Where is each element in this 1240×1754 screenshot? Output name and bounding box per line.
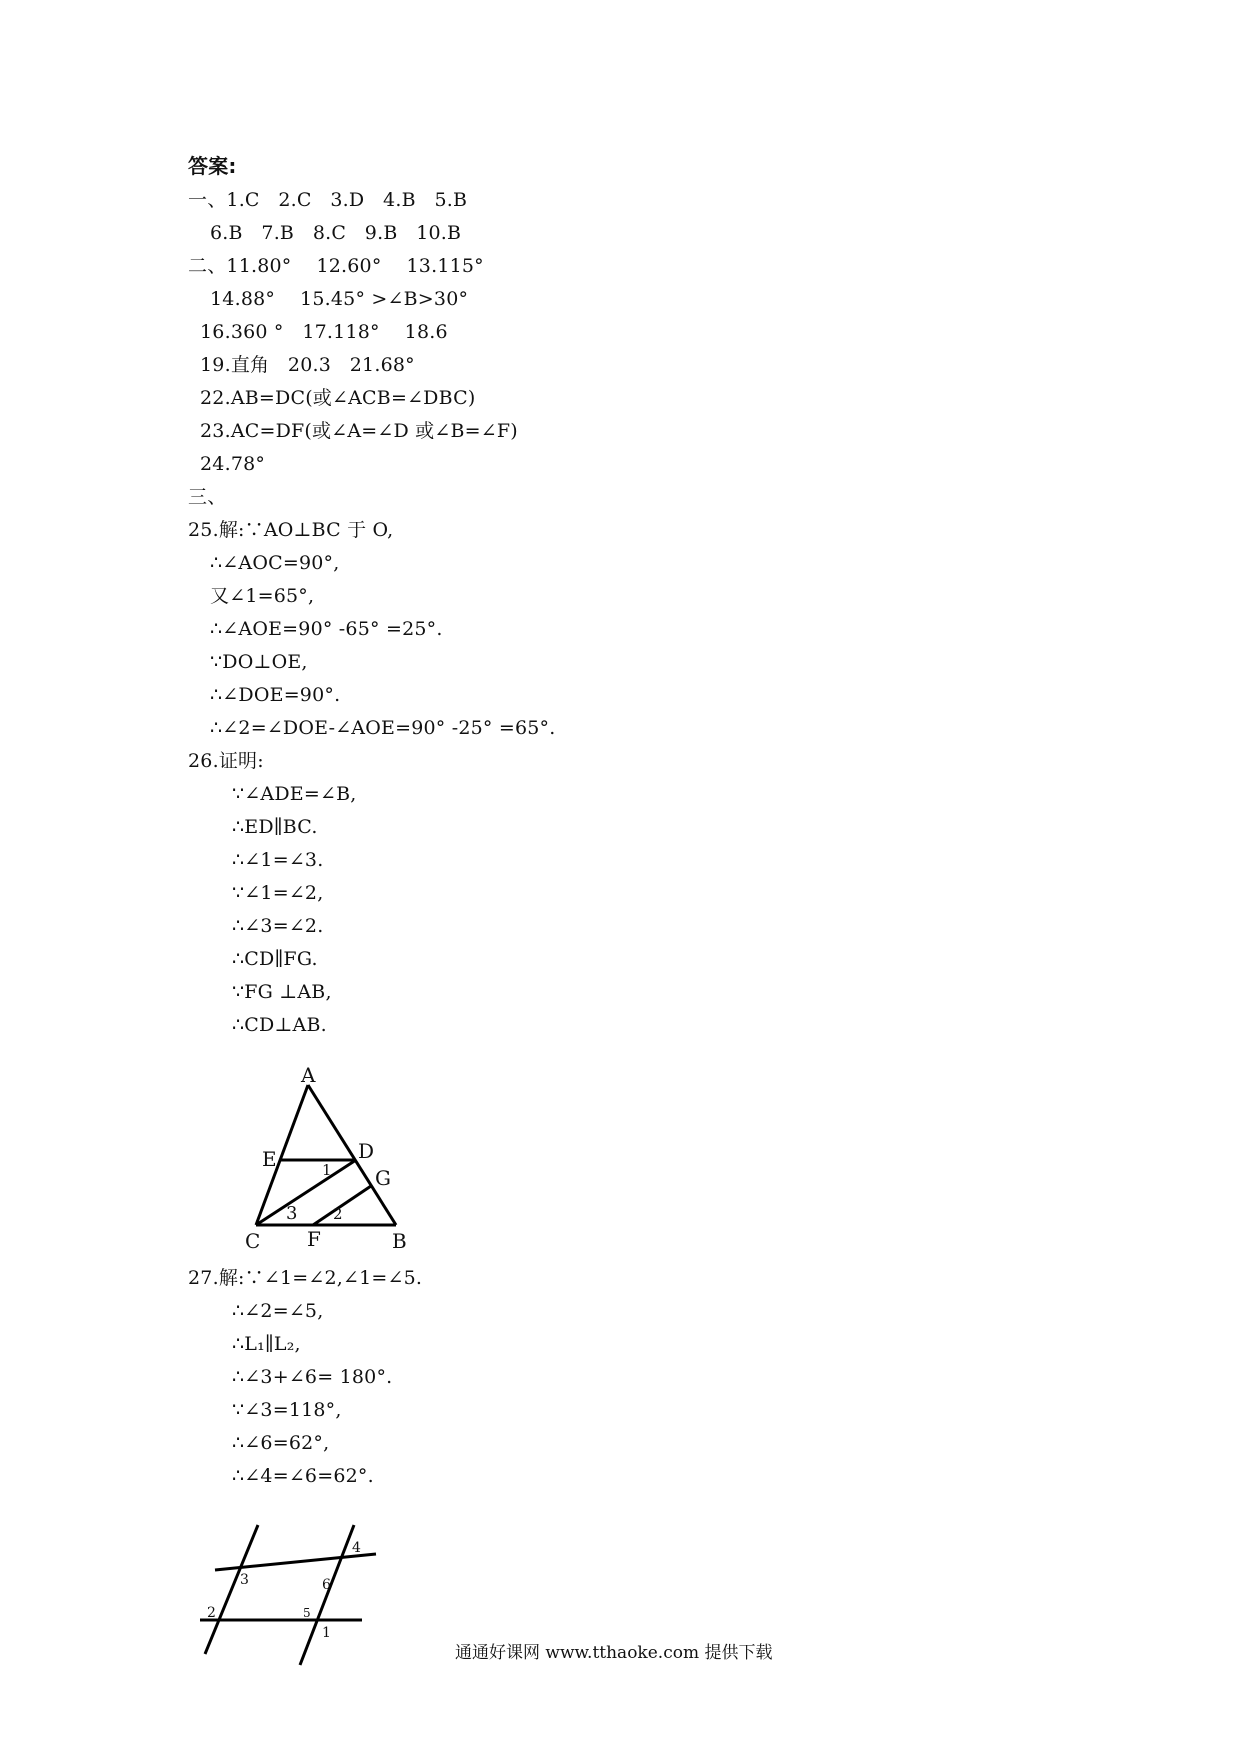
q26-step: ∴ED∥BC. [232, 816, 318, 838]
line-right-transversal [300, 1525, 354, 1665]
segment-cd [256, 1160, 356, 1225]
q27-step: ∴∠3+∠6= 180°. [232, 1366, 393, 1388]
label-a: A [301, 1063, 316, 1087]
line-left-transversal [205, 1525, 258, 1654]
side-ac [256, 1085, 308, 1225]
q26-step: ∵∠ADE=∠B, [232, 783, 357, 805]
section2-line6: 23.AC=DF(或∠A=∠D 或∠B=∠F) [200, 420, 518, 442]
q25-step: ∴∠AOE=90° -65° =25°. [210, 618, 443, 640]
q27-step: ∴∠6=62°, [232, 1432, 330, 1454]
q25-head: 25.解:∵AO⊥BC 于 O, [188, 519, 394, 541]
line-top [215, 1554, 376, 1570]
q26-step: ∴CD⊥AB. [232, 1014, 327, 1036]
q25-step: 又∠1=65°, [210, 585, 315, 607]
label-f: F [307, 1227, 321, 1251]
q27-step: ∵∠3=118°, [232, 1399, 342, 1421]
label-num-1: 1 [322, 1625, 331, 1641]
q27-step: ∴L₁∥L₂, [232, 1333, 301, 1355]
section2-line5: 22.AB=DC(或∠ACB=∠DBC) [200, 387, 476, 409]
q26-step: ∴∠1=∠3. [232, 849, 324, 871]
label-num-6: 6 [322, 1577, 331, 1593]
label-num-2: 2 [207, 1605, 216, 1621]
q26-step: ∵FG ⊥AB, [232, 981, 332, 1003]
label-g: G [375, 1166, 391, 1190]
section2-line1: 二、11.80° 12.60° 13.115° [188, 255, 484, 277]
answer-title: 答案: [188, 154, 237, 178]
label-num-5: 5 [303, 1606, 311, 1620]
label-e: E [262, 1147, 277, 1171]
section1-line2: 6.B 7.B 8.C 9.B 10.B [210, 222, 462, 244]
label-c: C [245, 1229, 261, 1253]
section2-line3: 16.360 ° 17.118° 18.6 [200, 321, 448, 343]
side-ab [308, 1085, 396, 1225]
q27-head: 27.解:∵∠1=∠2,∠1=∠5. [188, 1267, 423, 1289]
label-num-4: 4 [352, 1540, 361, 1556]
label-angle-2: 2 [333, 1205, 343, 1223]
q25-step: ∴∠AOC=90°, [210, 552, 340, 574]
q25-step: ∴∠2=∠DOE-∠AOE=90° -25° =65°. [210, 717, 556, 739]
label-b: B [392, 1229, 407, 1253]
q25-step: ∴∠DOE=90°. [210, 684, 341, 706]
label-d: D [358, 1139, 375, 1163]
section2-line7: 24.78° [200, 453, 266, 475]
section2-line4: 19.直角 20.3 21.68° [200, 354, 415, 376]
section2-line2: 14.88° 15.45° >∠B>30° [210, 288, 469, 310]
footer-source: 通通好课网 www.tthaoke.com 提供下载 [455, 1643, 773, 1663]
q26-head: 26.证明: [188, 750, 264, 772]
q26-step: ∴CD∥FG. [232, 948, 318, 970]
label-angle-3: 3 [286, 1203, 298, 1224]
segment-fg [313, 1186, 371, 1225]
q27-step: ∴∠4=∠6=62°. [232, 1465, 374, 1487]
q26-step: ∵∠1=∠2, [232, 882, 324, 904]
q27-step: ∴∠2=∠5, [232, 1300, 324, 1322]
label-angle-1: 1 [322, 1161, 332, 1179]
q25-step: ∵DO⊥OE, [210, 651, 308, 673]
section3-label: 三、 [188, 486, 227, 508]
label-num-3: 3 [240, 1572, 249, 1588]
section1-line1: 一、1.C 2.C 3.D 4.B 5.B [188, 189, 468, 211]
q26-step: ∴∠3=∠2. [232, 915, 324, 937]
